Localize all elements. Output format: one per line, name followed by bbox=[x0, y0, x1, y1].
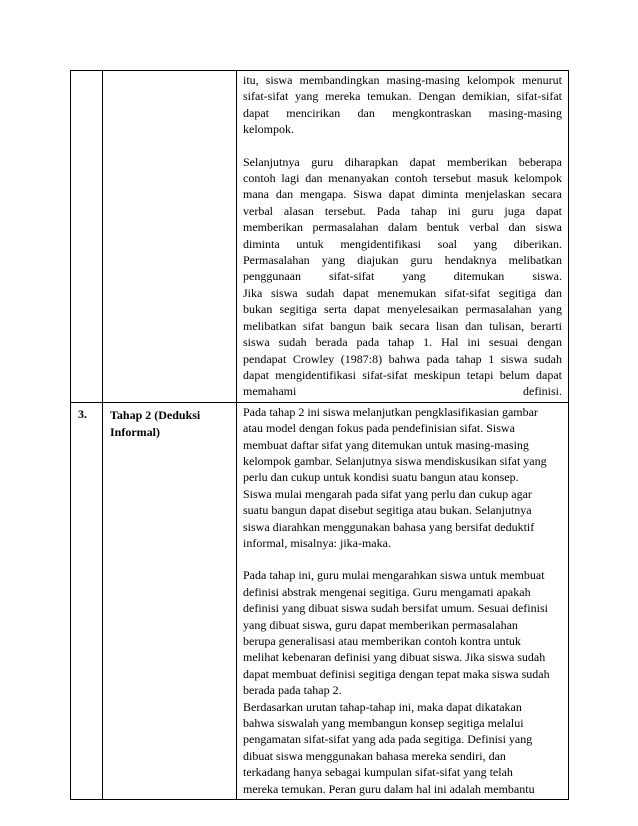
table-row bbox=[71, 402, 569, 799]
text-line: Berdasarkan urutan tahap-tahap ini, maka dapat dikatakan bbox=[243, 699, 522, 714]
text-line: memberikan permasalahan dalam bentuk verbal dan siswa bbox=[243, 220, 562, 235]
text-line: berada pada tahap 2. bbox=[243, 683, 342, 698]
text-line: siswa diarahkan menggunakan bahasa yang bersifat deduktif bbox=[243, 519, 535, 534]
description-cell bbox=[237, 71, 569, 403]
text-line: membuat daftar sifat yang ditemukan untuk masing-masing bbox=[243, 437, 529, 452]
text-line: melihat kebenaran definisi yang dibuat siswa. Jika siswa sudah bbox=[243, 650, 546, 665]
text-line: Pada tahap 2 ini siswa melanjutkan pengklasifikasian gambar bbox=[243, 404, 538, 419]
text-line: atau model dengan fokus pada pendefinisian sifat. Siswa bbox=[243, 421, 515, 436]
text-line: bahwa siswalah yang membangun konsep segitiga melalui bbox=[243, 716, 524, 731]
stage-cell bbox=[103, 71, 237, 403]
text-line: Jika siswa sudah dapat menemukan sifat-sifat segitiga dan bbox=[243, 285, 562, 300]
text-line: yang dibuat siswa, guru dapat memberikan permasalahan bbox=[243, 617, 518, 632]
stage-title: Tahap 2 (Deduksi Informal) bbox=[110, 407, 201, 439]
stage-cell bbox=[103, 402, 237, 799]
stages-table bbox=[70, 70, 569, 800]
description-text bbox=[237, 71, 568, 402]
description-cell bbox=[237, 402, 569, 799]
text-line: perlu dan cukup untuk kondisi suatu bangun atau konsep. bbox=[243, 470, 519, 485]
description-text bbox=[237, 403, 568, 799]
text-line: definisi abstrak mengenai segitiga. Guru mengamati apakah bbox=[243, 584, 531, 599]
text-line: penggunaan sifat-sifat yang ditemukan siswa. bbox=[243, 269, 562, 284]
text-line: dapat membuat definisi segitiga dengan tepat maka siswa sudah bbox=[243, 666, 550, 681]
text-line: dapat mencirikan dan mengkontraskan masing-masing bbox=[243, 105, 562, 120]
stage-number: 3. bbox=[78, 406, 87, 421]
text-line: terkadang hanya sebagai kumpulan sifat-sifat yang telah bbox=[243, 765, 513, 780]
text-line: pendapat Crowley (1987:8) bahwa pada tahap 1 siswa sudah bbox=[243, 351, 562, 366]
text-line: itu, siswa membandingkan masing-masing kelompok menurut bbox=[243, 73, 562, 87]
text-line: melibatkan sifat bangun baik secara lisan dan tulisan, berarti bbox=[243, 318, 562, 333]
text-line: memahami definisi. bbox=[243, 384, 562, 399]
text-line: suatu bangun dapat disebut segitiga atau bukan. Selanjutnya bbox=[243, 503, 532, 518]
number-cell bbox=[71, 71, 103, 403]
text-line: definisi yang dibuat siswa sudah bersifat umum. Sesuai definisi bbox=[243, 601, 548, 616]
text-line: pengamatan sifat-sifat yang ada pada segitiga. Definisi yang bbox=[243, 732, 533, 747]
text-line: dapat mengidentifikasi sifat-sifat meskipun tetapi belum dapat bbox=[243, 367, 562, 382]
text-line: diminta untuk mengidentifikasi soal yang diberikan. bbox=[243, 236, 562, 251]
text-line: berupa generalisasi atau memberikan contoh kontra untuk bbox=[243, 634, 521, 648]
text-line: kelompok. bbox=[243, 122, 294, 137]
text-line: Siswa mulai mengarah pada sifat yang perlu dan cukup agar bbox=[243, 486, 532, 501]
text-line: bukan segitiga serta dapat menyelesaikan permasalahan yang bbox=[243, 302, 562, 317]
text-line: Permasalahan yang diajukan guru hendaknya melibatkan bbox=[243, 253, 562, 268]
text-line: siswa sudah berada pada tahap 1. Hal ini sesuai dengan bbox=[243, 335, 562, 350]
text-line: contoh lagi dan menanyakan contoh tersebut masuk kelompok bbox=[243, 171, 562, 186]
text-line: Pada tahap ini, guru mulai mengarahkan siswa untuk membuat bbox=[243, 568, 545, 583]
text-line: mereka temukan. Peran guru dalam hal ini adalah membantu bbox=[243, 781, 535, 796]
text-line: sifat-sifat yang mereka temukan. Dengan demikian, sifat-sifat bbox=[243, 89, 562, 104]
number-cell bbox=[71, 402, 103, 799]
text-line: kelompok gambar. Selanjutnya siswa mendiskusikan sifat yang bbox=[243, 453, 547, 468]
text-line: dibuat siswa menggunakan bahasa mereka sendiri, dan bbox=[243, 748, 506, 763]
text-line: Selanjutnya guru diharapkan dapat memberikan beberapa bbox=[243, 154, 562, 169]
text-line: informal, misalnya: jika-maka. bbox=[243, 535, 391, 550]
table-row bbox=[71, 71, 569, 403]
text-line: mana dan mengapa. Siswa dapat diminta menjelaskan secara bbox=[243, 187, 562, 202]
text-line: verbal alasan tersebut. Pada tahap ini guru juga dapat bbox=[243, 203, 562, 218]
